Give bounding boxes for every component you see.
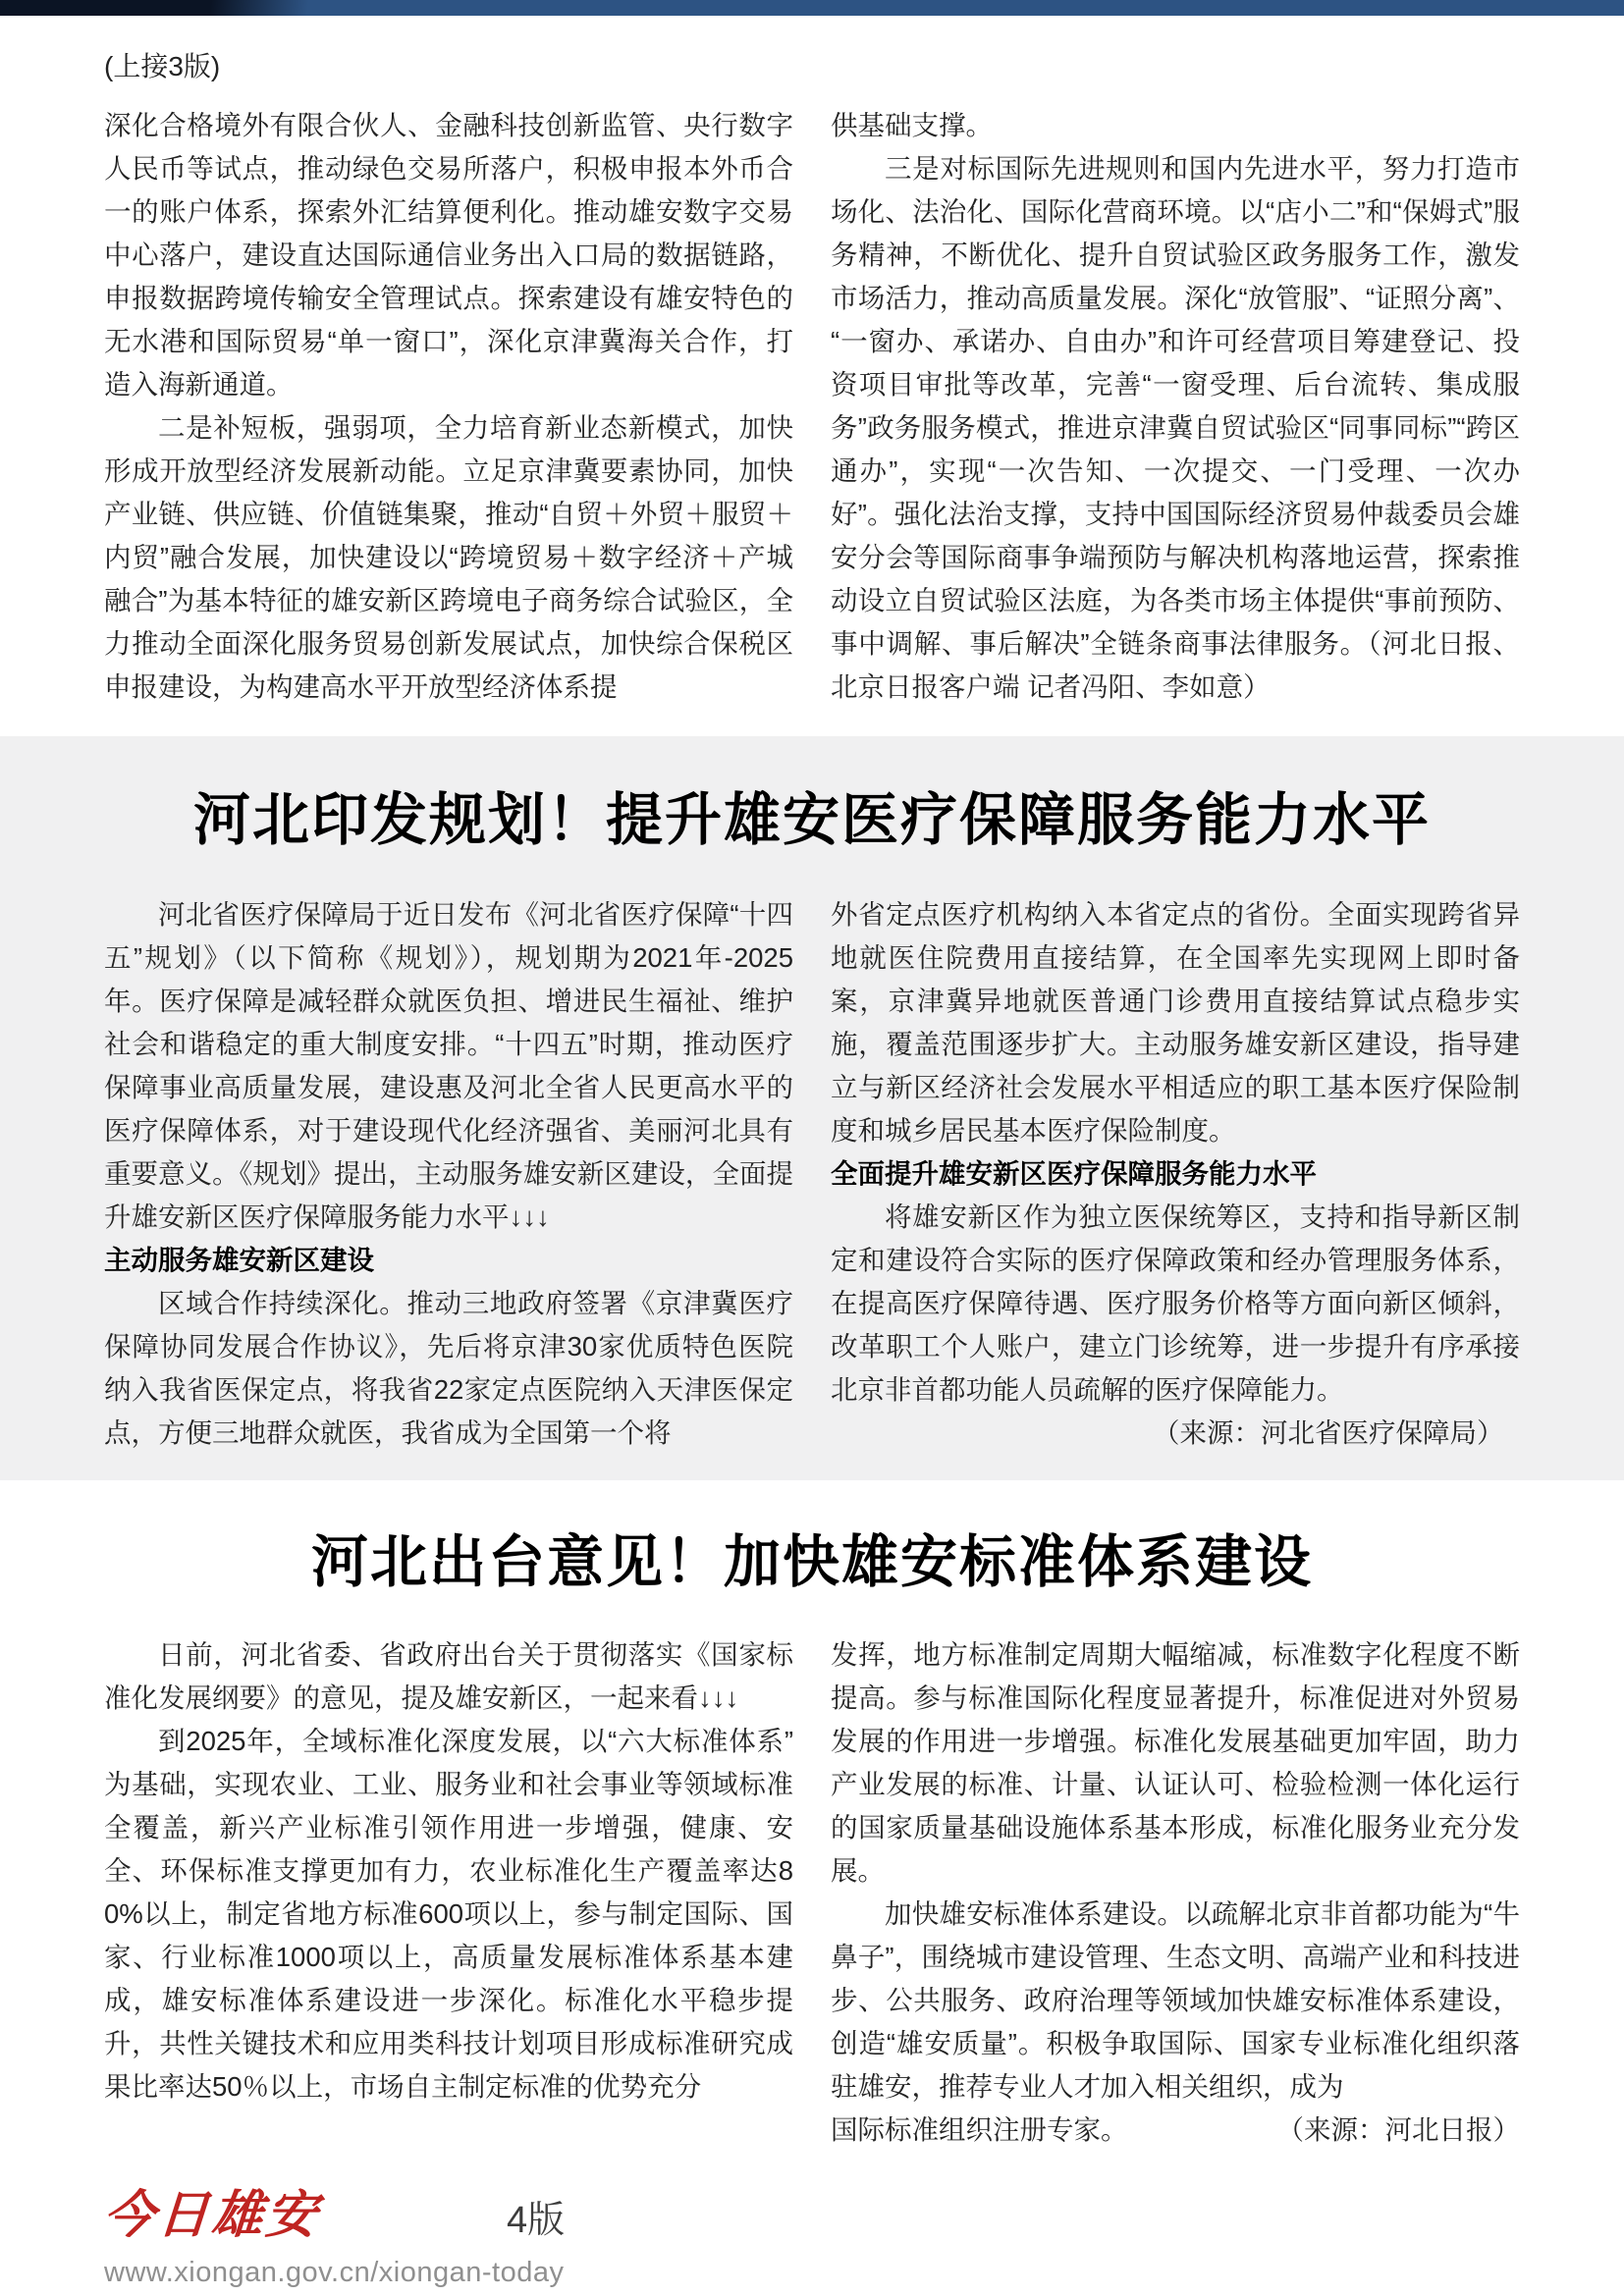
body-paragraph: 发挥，地方标准制定周期大幅缩减，标准数字化程度不断提高。参与标准国际化程度显著提升，标准促进对外贸易发展的作用进一步增强。标准化发展基础更加牢固，助力产业发展的标准、计量、认证认可、检验检测一体化运行的国家质量基础设施体系基本形成，标准化服务业充分发展。 xyxy=(831,1639,1520,1886)
site-logo: 今日雄安 xyxy=(101,2185,322,2245)
article3-left-column xyxy=(104,1633,793,2152)
body-paragraph: 河北省医疗保障局于近日发布《河北省医疗保障“十四五”规划》（以下简称《规划》），规划期为2021年-2025年。医疗保障是减轻群众就医负担、增进民生福祉、维护社会和谐稳定的重大制度安排。“十四五”时期，推动医疗保障事业高质量发展，建设惠及河北全省人民更高水平的医疗保障体系，对于建设现代化经济强省、美丽河北具有重要意义。《规划》提出，主动服务雄安新区建设，全面提升雄安新区医疗保障服务能力水平↓↓↓ xyxy=(104,899,793,1232)
article3-headline: 河北出台意见！加快雄安标准体系建设 xyxy=(310,1530,1313,1594)
continuation-note: (上接3版) xyxy=(104,51,221,81)
body-paragraph: 外省定点医疗机构纳入本省定点的省份。全面实现跨省异地就医住院费用直接结算，在全国率先实现网上即时备案，京津冀异地就医普通门诊费用直接结算试点稳步实施，覆盖范围逐步扩大。主动服务雄安新区建设，指导建立与新区经济社会发展水平相适应的职工基本医疗保险制度和城乡居民基本医疗保险制度。 xyxy=(831,899,1520,1146)
article1-left-column xyxy=(104,104,793,709)
article-standards-system xyxy=(0,1480,1624,2152)
top-banner-bar xyxy=(0,0,1624,16)
article2-right-column xyxy=(831,893,1520,1455)
body-paragraph: 三是对标国际先进规则和国内先进水平，努力打造市场化、法治化、国际化营商环境。以“店小二”和“保姆式”服务精神，不断优化、提升自贸试验区政务服务工作，激发市场活力，推动高质量发展。深化“放管服”、“证照分离”、“一窗办、承诺办、自由办”和许可经营项目筹建登记、投资项目审批等改革，完善“一窗受理、后台流转、集成服务”政务服务模式，推进京津冀自贸试验区“同事同标”“跨区通办”，实现“一次告知、一次提交、一门受理、一次办好”。强化法治支撑，支持中国国际经济贸易仲裁委员会雄安分会等国际商事争端预防与解决机构落地运营，探索推动设立自贸试验区法庭，为各类市场主体提供“事前预防、事中调解、事后解决”全链条商事法律服务。（河北日报、北京日报客户端 记者冯阳、李如意） xyxy=(831,153,1520,702)
body-paragraph: 供基础支撑。 xyxy=(831,110,993,140)
body-paragraph xyxy=(831,2109,1520,2152)
article1-right-column xyxy=(831,104,1520,709)
body-paragraph: 到2025年，全域标准化深度发展，以“六大标准体系”为基础，实现农业、工业、服务业和社会事业等领域标准全覆盖，新兴产业标准引领作用进一步增强，健康、安全、环保标准支撑更加有力，农业标准化生产覆盖率达80%以上，制定省地方标准600项以上，参与制定国际、国家、行业标准1000项以上，高质量发展标准体系基本建成，雄安标准体系建设进一步深化。标准化水平稳步提升，共性关键技术和应用类科技计划项目形成标准研究成果比率达50％以上，市场自主制定标准的优势充分 xyxy=(104,1726,793,2102)
body-paragraph: 国际标准组织注册专家。 xyxy=(831,2114,1128,2145)
source-credit: （来源：河北省医疗保障局） xyxy=(1153,1417,1504,1448)
body-paragraph: 二是补短板，强弱项，全力培育新业态新模式，加快形成开放型经济发展新动能。立足京津冀要素协同，加快产业链、供应链、价值链集聚，推动“自贸＋外贸＋服贸＋内贸”融合发展，加快建设以“跨境贸易＋数字经济＋产城融合”为基本特征的雄安新区跨境电子商务综合试验区，全力推动全面深化服务贸易创新发展试点，加快综合保税区申报建设，为构建高水平开放型经济体系提 xyxy=(104,412,793,702)
sub-headline: 全面提升雄安新区医疗保障服务能力水平 xyxy=(831,1158,1317,1189)
site-url: www.xiongan.gov.cn/xiongan-today xyxy=(104,2257,565,2288)
body-paragraph: 加快雄安标准体系建设。以疏解北京非首都功能为“牛鼻子”，围绕城市建设管理、生态文明、高端产业和科技进步、公共服务、政府治理等领域加快雄安标准体系建设，创造“雄安质量”。积极争取国际、国家专业标准化组织落驻雄安，推荐专业人才加入相关组织，成为 xyxy=(831,1898,1520,2102)
body-paragraph: 深化合格境外有限合伙人、金融科技创新监管、央行数字人民币等试点，推动绿色交易所落户，积极申报本外币合一的账户体系，探索外汇结算便利化。推动雄安数字交易中心落户，建设直达国际通信业务出入口局的数据链路，申报数据跨境传输安全管理试点。探索建设有雄安特色的无水港和国际贸易“单一窗口”，深化京津冀海关合作，打造入海新通道。 xyxy=(104,110,793,400)
body-paragraph: 日前，河北省委、省政府出台关于贯彻落实《国家标准化发展纲要》的意见，提及雄安新区，一起来看↓↓↓ xyxy=(104,1639,793,1713)
page-number: 4版 xyxy=(507,2200,566,2241)
page-footer xyxy=(101,2173,1520,2289)
body-paragraph: 区域合作持续深化。推动三地政府签署《京津冀医疗保障协同发展合作协议》，先后将京津30家优质特色医院纳入我省医保定点，将我省22家定点医院纳入天津医保定点，方便三地群众就医，我省成为全国第一个将 xyxy=(104,1288,793,1448)
article2-left-column xyxy=(104,893,793,1455)
article-trade-zone xyxy=(104,104,1520,709)
article-medical-insurance xyxy=(0,736,1624,1480)
article3-right-column xyxy=(831,1633,1520,2152)
sub-headline: 主动服务雄安新区建设 xyxy=(104,1245,374,1275)
article2-headline: 河北印发规划！提升雄安医疗保障服务能力水平 xyxy=(192,788,1431,852)
body-paragraph: 将雄安新区作为独立医保统筹区，支持和指导新区制定和建设符合实际的医疗保障政策和经办管理服务体系，在提高医疗保障待遇、医疗服务价格等方面向新区倾斜，改革职工个人账户，建立门诊统筹，进一步提升有序承接北京非首都功能人员疏解的医疗保障能力。 xyxy=(831,1201,1520,1405)
source-credit: （来源：河北日报） xyxy=(1276,2114,1520,2145)
